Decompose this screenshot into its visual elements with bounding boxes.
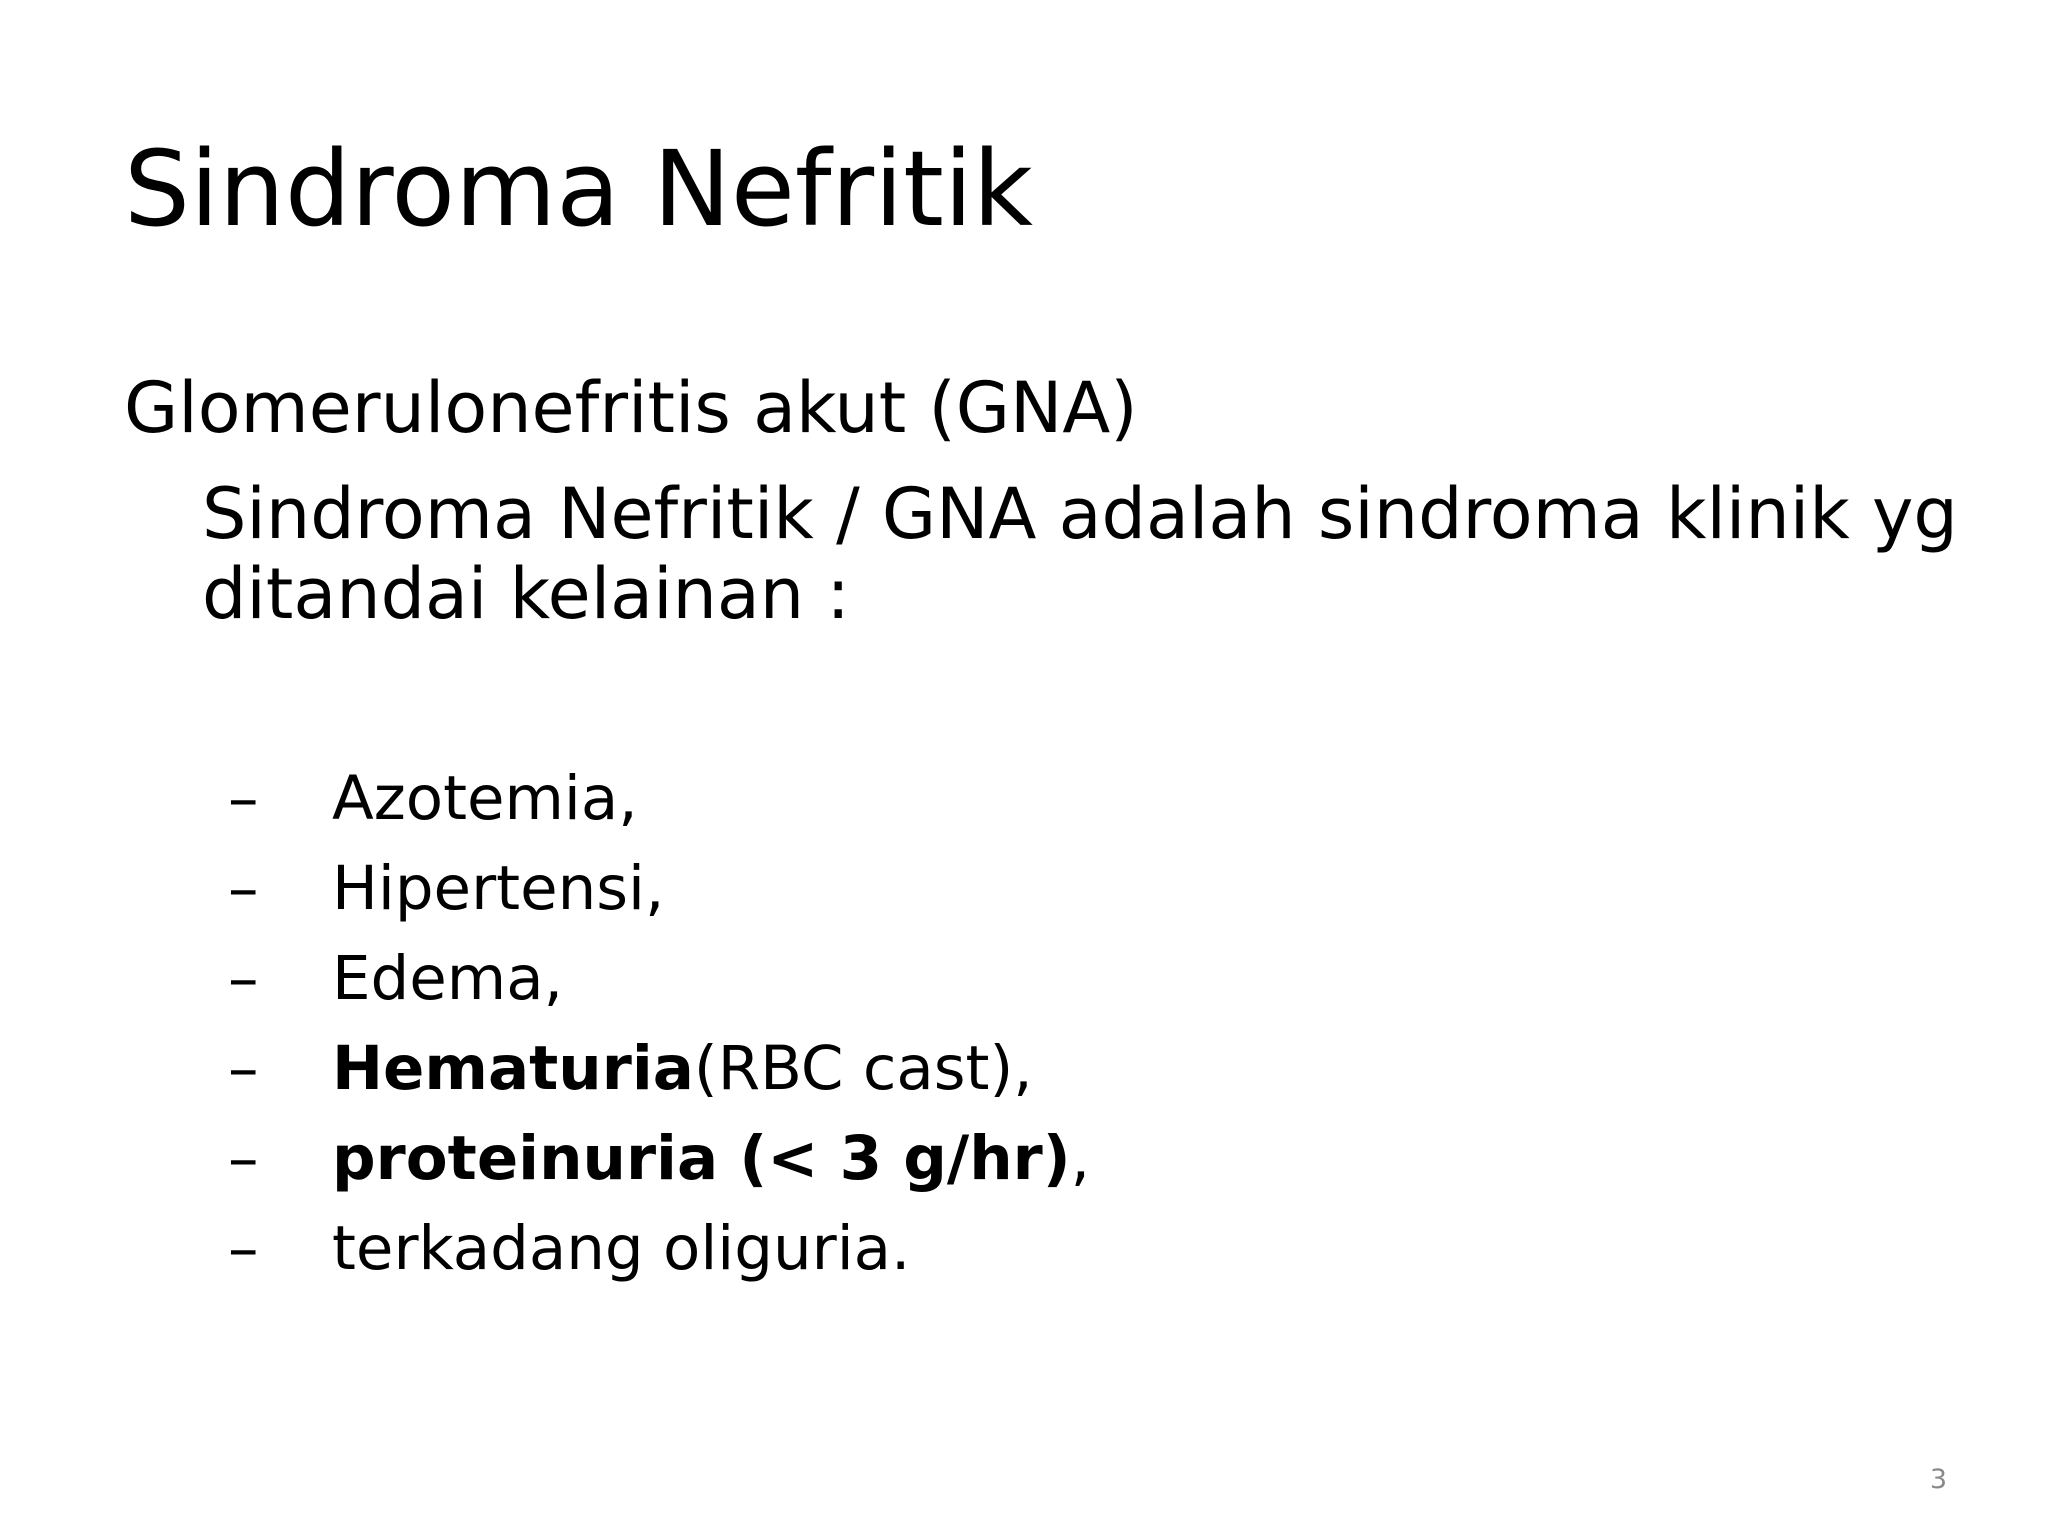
list-item — [228, 1114, 1090, 1204]
slide-title: Sindroma Nefritik — [124, 128, 1033, 250]
bullet-dash: – — [228, 1123, 259, 1194]
bullet-text: Hipertensi, — [332, 853, 665, 924]
definition-paragraph: Sindroma Nefritik / GNA adalah sindroma klinik yg ditandai kelainan : — [202, 473, 1958, 635]
bullet-dash: – — [228, 943, 259, 1014]
bullet-dash: – — [228, 853, 259, 924]
bullet-text: , — [1070, 1123, 1090, 1194]
symptom-list — [228, 754, 1090, 1294]
page-number: 3 — [1929, 1464, 1947, 1495]
bullet-text: terkadang oliguria. — [332, 1213, 911, 1284]
section-heading: Glomerulonefritis akut (GNA) — [124, 367, 1138, 449]
bullet-dash: – — [228, 1033, 259, 1104]
bullet-dash: – — [228, 763, 259, 834]
list-item — [228, 934, 1090, 1024]
list-item — [228, 1204, 1090, 1294]
bullet-dash: – — [228, 1213, 259, 1284]
bullet-text: Edema, — [332, 943, 563, 1014]
list-item — [228, 754, 1090, 844]
bullet-bold-text: proteinuria (< 3 g/hr) — [332, 1123, 1071, 1194]
list-item — [228, 1024, 1090, 1114]
bullet-text: (RBC cast), — [693, 1033, 1033, 1104]
bullet-bold-text: Hematuria — [332, 1033, 694, 1104]
list-item — [228, 844, 1090, 934]
bullet-text: Azotemia, — [332, 763, 638, 834]
